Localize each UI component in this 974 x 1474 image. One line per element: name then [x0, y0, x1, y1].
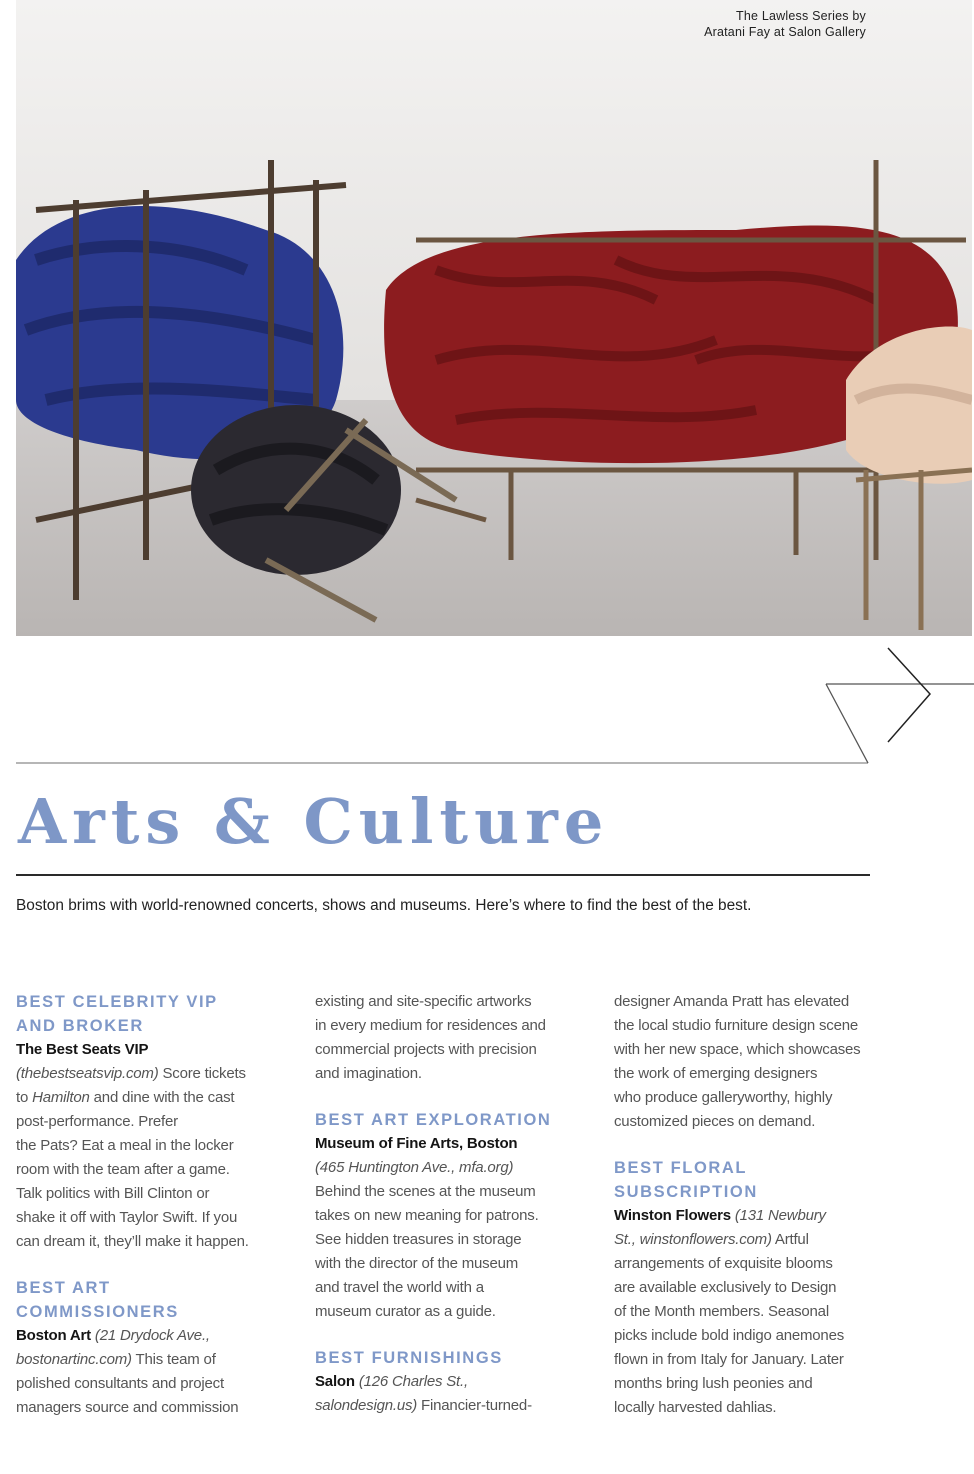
entry-body: Winston Flowers (131 Newbury St., winstonflowers.com) Artful arrangements of exquisite blooms are available exclusively to Design of the Month members. Seasonal picks include bold indigo anemones flown in from Italy for January. Later months bring lush peonies and locally harvested dahlias. — [614, 1207, 845, 1416]
entry-name: Museum of Fine Arts, Boston — [315, 1135, 518, 1152]
entry-name: Winston Flowers — [614, 1207, 731, 1224]
section-heading — [16, 990, 286, 1038]
heading-line: AND BROKER — [16, 1017, 144, 1035]
entry-body: existing and site-specific artworks in every medium for residences and commercial projects with precision and imagination. — [315, 993, 546, 1082]
column-3 — [614, 990, 884, 1420]
entry-name: Boston Art — [16, 1327, 91, 1344]
hero-photo — [16, 0, 972, 636]
title-divider — [16, 874, 870, 876]
heading-line: COMMISSIONERS — [16, 1303, 179, 1321]
section-heading: BEST ART EXPLORATION — [315, 1111, 552, 1129]
column-2 — [315, 990, 585, 1418]
section-heading: BEST FURNISHINGS — [315, 1349, 503, 1367]
caption-line: The Lawless Series by — [736, 9, 866, 23]
entry-name: Salon — [315, 1373, 355, 1390]
section-heading — [614, 1156, 884, 1204]
heading-line: BEST FLORAL — [614, 1159, 748, 1177]
chevron-arrow-icon — [0, 636, 974, 776]
section-title: Arts & Culture — [18, 785, 610, 858]
heading-line: BEST ART — [16, 1279, 111, 1297]
entry-body: (465 Huntington Ave., mfa.org) Behind the scenes at the museum takes on new meaning for patrons. See hidden treasures in storage with the director of the museum and travel the world with a museum curator as a guide. — [315, 1159, 539, 1320]
section-heading — [16, 1276, 286, 1324]
entry-body: designer Amanda Pratt has elevated the local studio furniture design scene with her new space, which showcases the work of emerging designers who produce galleryworthy, highly customized pieces on demand. — [614, 993, 861, 1130]
entry-body: Boston Art (21 Drydock Ave., bostonartinc.com) This team of polished consultants and project managers source and commission — [16, 1327, 239, 1416]
intro-text: Boston brims with world-renowned concerts, shows and museums. Here’s where to find the best of the best. — [16, 897, 752, 914]
photo-caption — [704, 8, 866, 40]
heading-line: SUBSCRIPTION — [614, 1183, 758, 1201]
furniture-illustration — [16, 0, 972, 636]
heading-line: BEST CELEBRITY VIP — [16, 993, 218, 1011]
entry-name: The Best Seats VIP — [16, 1041, 149, 1058]
entry-body: Salon (126 Charles St., salondesign.us) Financier-turned- — [315, 1373, 532, 1414]
column-1 — [16, 990, 286, 1420]
entry-body: (thebestseatsvip.com) Score tickets to Hamilton and dine with the cast post-performance. Prefer the Pats? Eat a meal in the locker room with the team after a game. Talk politics with Bill Clinton or shake it off with Taylor Swift. If you can dream it, they’ll make it happen. — [16, 1065, 249, 1250]
caption-line: Aratani Fay at Salon Gallery — [704, 25, 866, 39]
